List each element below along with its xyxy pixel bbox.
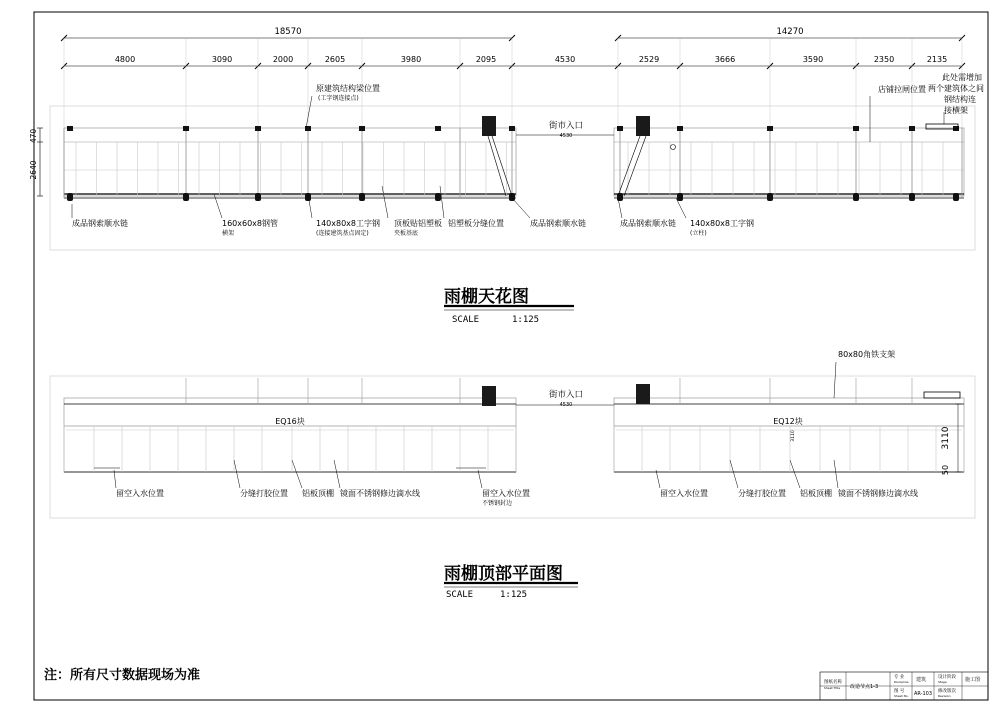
eq-left: EQ16块 [275,417,305,426]
label-chain-2: 成品钢索顺水链 [530,219,586,228]
cable-chain-node [853,193,859,201]
cable-chain-node [677,193,683,201]
label-top-plate-note: 夹板基底 [394,230,419,237]
label-ibeam-2-note: (立柱) [690,230,707,237]
eq-right: EQ12块 [773,417,803,426]
dim-small-vert: 3110 [791,430,796,442]
entrance-label-2: 街市入口 [548,390,584,400]
label-alu-2: 铝板顶棚 [800,489,832,498]
label-add-steel-3: 钢结构连 [944,95,976,104]
dim-segment: 3090 [211,55,233,64]
dim-right-50: 50 [941,464,950,476]
structure-column-right-2 [636,384,650,404]
label-beam-note: (工字钢连接点) [318,95,359,102]
beam-node [183,126,189,131]
cable-chain-node [183,193,189,201]
plan2-scale-label: SCALE [446,590,474,600]
label-edge-2: 镜面不锈钢修边滴水线 [838,489,918,498]
dim-segment: 3590 [802,55,824,64]
dim-segment: 3980 [400,55,422,64]
dim-total-left: 18570 [274,27,302,37]
beam-node [509,126,515,131]
label-edge-1: 镜面不锈钢修边滴水线 [340,489,420,498]
beam-node [435,126,441,131]
dim-segment: 2095 [475,55,497,64]
dim-segment: 2000 [272,55,294,64]
label-chain-3: 成品钢索顺水链 [620,219,676,228]
entrance-width-1: 4530 [559,133,573,139]
label-water-2-note: 不锈钢封边 [482,500,513,507]
tb-sheet-no-label-en: Sheet No. [894,694,909,698]
structure-column-right [636,116,650,136]
label-angle-support: 80x80角铁支架 [838,350,896,359]
tb-drawing-name-label: 图纸名称 [824,680,842,685]
label-ibeam-note: (连接建筑基点固定) [316,230,369,237]
tb-major-label: 专 业 [894,675,905,680]
label-glue-1: 分缝打胶位置 [240,489,288,498]
dim-right-3110: 3110 [941,426,951,450]
beam-node [909,126,915,131]
tb-sheet-no-label: 图 号 [894,689,905,694]
tb-stage-label: 设计阶段 [938,675,956,680]
cable-chain-node [255,193,261,201]
label-add-steel-2: 两个建筑体之间 [928,84,984,93]
side-dim-2640: 2640 [29,160,38,180]
plan1-scale-label: SCALE [452,315,480,325]
label-water-1: 留空入水位置 [116,489,164,498]
structure-column-left-2 [482,386,496,406]
beam-node [359,126,365,131]
tb-drawing-name-label-en: Sheet Title [824,686,841,690]
label-tube-note: 横架 [222,230,235,237]
tb-drawing-name: 改造节点1-3 [850,684,879,690]
entrance-width-2: 4530 [559,402,573,408]
entrance-label-1: 街市入口 [548,121,584,131]
tb-major: 建筑 [916,677,927,683]
dim-segment: 2605 [324,55,346,64]
label-alu-1: 铝板顶棚 [302,489,334,498]
cable-chain-node [359,193,365,201]
tb-revision-label: 修改版次 [938,689,956,694]
label-chain-1: 成品钢索顺水链 [72,219,128,228]
beam-node [67,126,73,131]
label-water-2: 留空入水位置 [482,489,530,498]
cable-chain-node [509,193,515,201]
cable-chain-node [909,193,915,201]
label-tube: 160x60x8钢管 [222,219,279,228]
label-ibeam: 140x80x8工字钢 [316,219,381,228]
dim-segment: 3666 [714,55,736,64]
beam-node [677,126,683,131]
side-dim-470: 470 [29,128,38,144]
beam-node [255,126,261,131]
label-ibeam-2: 140x80x8工字钢 [690,219,755,228]
tb-revision-label-en: Revision [938,694,951,698]
dim-segment: 2529 [638,55,660,64]
beam-node [767,126,773,131]
label-beam-position: 原建筑结构梁位置 [316,84,380,93]
dim-segment: 2135 [926,55,948,64]
plan1-scale-value: 1:125 [512,315,540,325]
plan2-title: 雨棚顶部平面图 [444,564,563,584]
cable-chain-node [767,193,773,201]
dim-total-right: 14270 [776,27,804,37]
cable-chain-node [67,193,73,201]
dim-segment: 4800 [114,55,136,64]
plan1-title: 雨棚天花图 [444,287,529,307]
plan2-scale-value: 1:125 [500,590,528,600]
beam-node [617,126,623,131]
label-water-3: 留空入水位置 [660,489,708,498]
label-glue-2: 分缝打胶位置 [738,489,786,498]
cable-chain-node [435,193,441,201]
tb-major-label-en: Discipline [894,680,909,684]
label-seam: 铝塑板分缝位置 [448,219,504,228]
structure-column-left [482,116,496,136]
label-add-steel-1: 此处需增加 [942,73,982,82]
cable-chain-node [617,193,623,201]
dim-segment: 4530 [554,55,576,64]
label-shop-gate: 店铺拉闸位置 [878,85,926,94]
beam-node [853,126,859,131]
label-add-steel-4: 接横架 [944,106,968,115]
tb-stage-label-en: Stage [938,680,947,684]
dim-segment: 2350 [873,55,895,64]
general-note: 注：所有尺寸数据现场为准 [44,668,201,683]
canopy-ceiling-plan [50,106,975,250]
beam-node [305,126,311,131]
label-top-plate: 顶板贴铝塑板 [394,219,442,228]
tb-sheet-no: AR-103 [914,691,933,697]
tb-stage: 施工图 [965,677,981,683]
cable-chain-node [953,193,959,201]
top-dimension-lines [61,35,965,128]
